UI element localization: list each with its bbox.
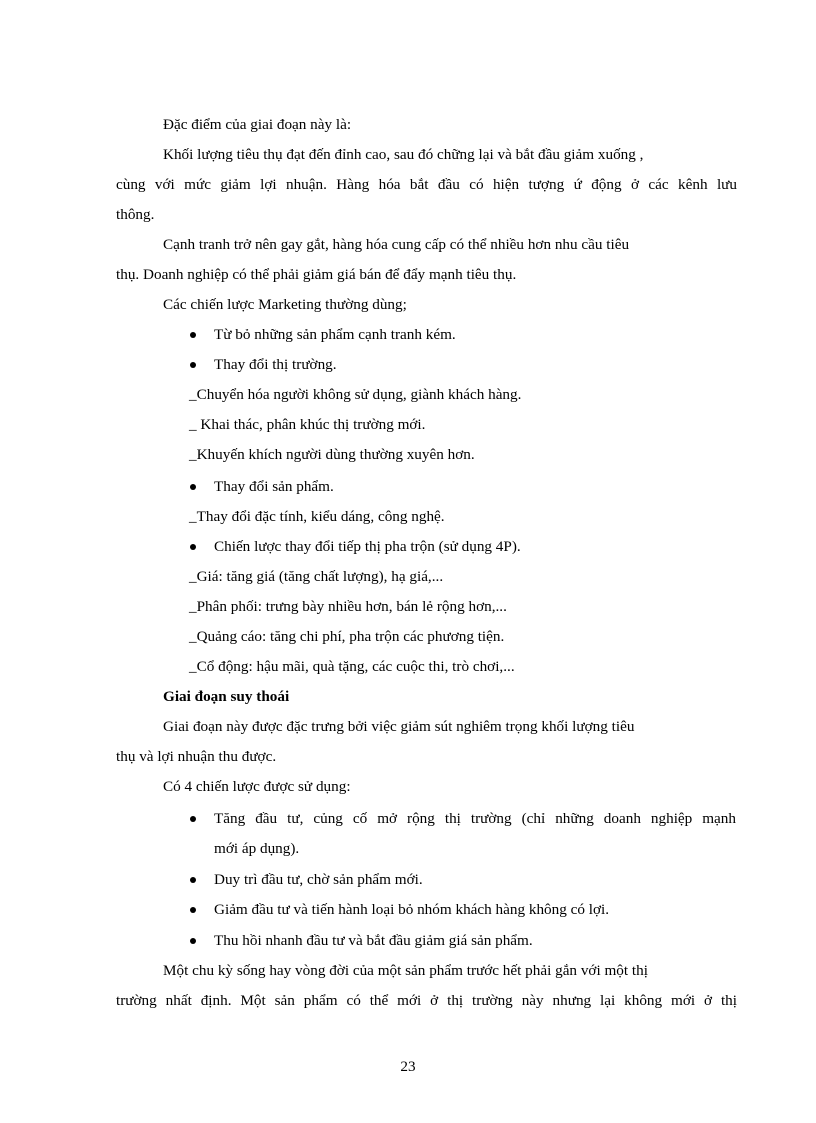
list-item: Thay đổi thị trường. [214, 356, 337, 373]
paragraph: cùng với mức giảm lợi nhuận. Hàng hóa bắt đầu có hiện tượng ứ động ở các kênh lưu [116, 176, 737, 193]
bullet-icon [190, 544, 196, 550]
bullet-icon [190, 938, 196, 944]
paragraph: Các chiến lược Marketing thường dùng; [163, 296, 407, 313]
list-item: Duy trì đầu tư, chờ sản phẩm mới. [214, 871, 423, 888]
sub-item: _Quảng cáo: tăng chi phí, pha trộn các phương tiện. [189, 628, 505, 645]
paragraph: Cạnh tranh trở nên gay gắt, hàng hóa cung cấp có thể nhiều hơn nhu cầu tiêu [163, 236, 630, 253]
paragraph: thụ và lợi nhuận thu được. [116, 748, 277, 765]
bullet-icon [190, 332, 196, 338]
paragraph: trường nhất định. Một sản phẩm có thể mới ở thị trường này nhưng lại không mới ở thị [116, 992, 737, 1009]
sub-item: _ Khai thác, phân khúc thị trường mới. [189, 416, 426, 433]
bullet-icon [190, 907, 196, 913]
paragraph: Đặc điểm của giai đoạn này là: [163, 116, 352, 133]
paragraph: Khối lượng tiêu thụ đạt đến đỉnh cao, sau đó chững lại và bắt đầu giảm xuống , [163, 146, 644, 163]
list-item: Chiến lược thay đổi tiếp thị pha trộn (sử dụng 4P). [214, 538, 521, 555]
sub-item: _Phân phối: trưng bày nhiều hơn, bán lẻ rộng hơn,... [189, 598, 507, 615]
bullet-icon [190, 877, 196, 883]
sub-item: _Cổ động: hậu mãi, quà tặng, các cuộc thi, trò chơi,... [189, 658, 515, 675]
bullet-icon [190, 484, 196, 490]
paragraph: Giai đoạn này được đặc trưng bởi việc giảm sút nghiêm trọng khối lượng tiêu [163, 718, 635, 735]
sub-item: _Thay đổi đặc tính, kiểu dáng, công nghệ. [189, 508, 445, 525]
section-heading: Giai đoạn suy thoái [163, 688, 290, 705]
list-item: Thay đổi sản phẩm. [214, 478, 334, 495]
sub-item: _Khuyến khích người dùng thường xuyên hơn. [189, 446, 475, 463]
list-item: Thu hồi nhanh đầu tư và bắt đầu giảm giá sản phẩm. [214, 932, 533, 949]
bullet-icon [190, 362, 196, 368]
sub-item: _Chuyển hóa người không sử dụng, giành khách hàng. [189, 386, 522, 403]
list-item: Từ bỏ những sản phẩm cạnh tranh kém. [214, 326, 456, 343]
paragraph: Có 4 chiến lược được sử dụng: [163, 778, 351, 795]
list-item: Tăng đầu tư, củng cố mở rộng thị trường (chỉ những doanh nghiệp mạnh [214, 810, 736, 827]
bullet-icon [190, 816, 196, 822]
list-item: Giảm đầu tư và tiến hành loại bỏ nhóm khách hàng không có lợi. [214, 901, 610, 918]
page-number: 23 [400, 1058, 416, 1075]
paragraph: thông. [116, 206, 155, 223]
paragraph: Một chu kỳ sống hay vòng đời của một sản phẩm trước hết phải gắn với một thị [163, 962, 648, 979]
list-item: mới áp dụng). [214, 840, 300, 857]
sub-item: _Giá: tăng giá (tăng chất lượng), hạ giá,... [189, 568, 444, 585]
paragraph: thụ. Doanh nghiệp có thể phải giảm giá bán để đẩy mạnh tiêu thụ. [116, 266, 517, 283]
